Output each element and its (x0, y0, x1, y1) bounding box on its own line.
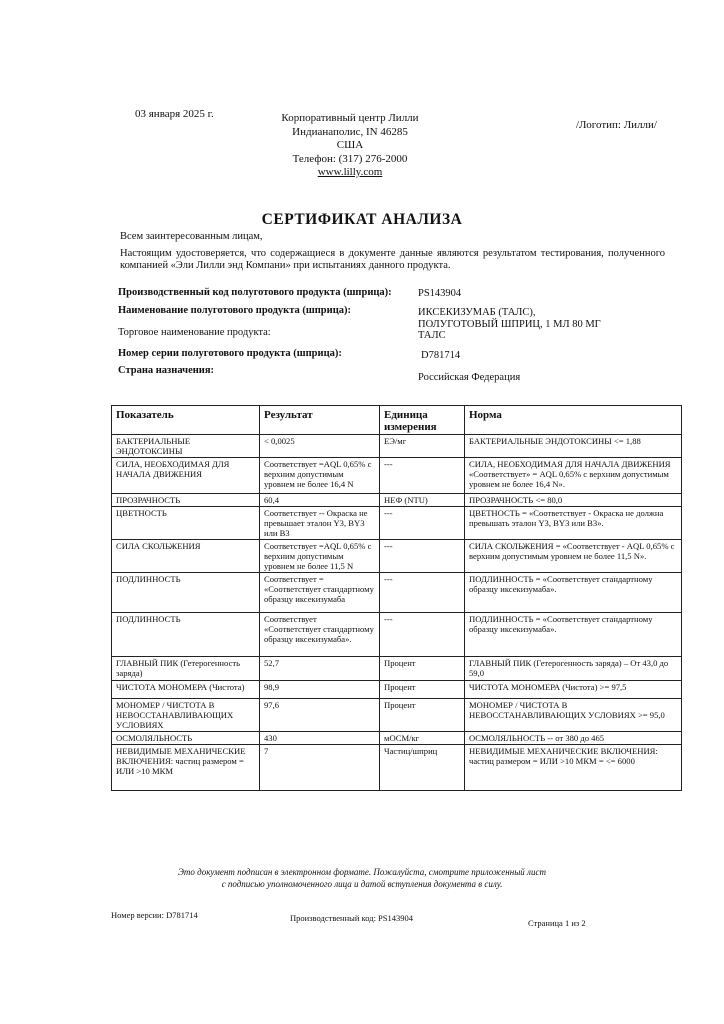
cell-parameter: МОНОМЕР / ЧИСТОТА В НЕВОССТАНАВЛИВАЮЩИХ УСЛОВИЯХ (112, 699, 260, 732)
field-label: Номер серии полуготового продукта (шприца): (118, 348, 342, 359)
address-line: Корпоративный центр Лилли (281, 112, 419, 124)
cell-result: 60,4 (260, 494, 380, 507)
table-row (112, 494, 682, 507)
cell-result: 97,6 (260, 699, 380, 732)
address-line: Телефон: (317) 276-2000 (292, 152, 408, 165)
cell-result: Соответствует = «Соответствует стандартному образцу иксекизумаба (260, 573, 380, 613)
table-row (112, 657, 682, 681)
header-unit: Единица измерения (380, 406, 465, 435)
cell-unit: НЕФ (NTU) (380, 494, 465, 507)
cell-unit: Частиц/шприц (380, 745, 465, 791)
cell-unit: ЕЭ/мг (380, 435, 465, 458)
cell-result: 430 (260, 732, 380, 745)
table-row (112, 613, 682, 657)
table-row (112, 732, 682, 745)
header-norm: Норма (465, 406, 682, 435)
table-row (112, 458, 682, 494)
cell-norm: ПРОЗРАЧНОСТЬ <= 80,0 (465, 494, 682, 507)
field-value: ИКСЕКИЗУМАБ (ТАЛС), ПОЛУГОТОВЫЙ ШПРИЦ, 1 МЛ 80 МГ ТАЛС (418, 307, 601, 341)
cell-parameter: ПРОЗРАЧНОСТЬ (112, 494, 260, 507)
cell-parameter: СИЛА, НЕОБХОДИМАЯ ДЛЯ НАЧАЛА ДВИЖЕНИЯ (112, 458, 260, 494)
note-line: с подписью уполномоченного лица и датой вступления документа в силу. (221, 879, 503, 889)
field-value: D781714 (421, 350, 461, 361)
cell-parameter: НЕВИДИМЫЕ МЕХАНИЧЕСКИЕ ВКЛЮЧЕНИЯ: частиц размером = ИЛИ >10 МКМ (112, 745, 260, 791)
cell-result: Соответствует =AQL 0,65% с верхним допустимым уровнем не более 11,5 N (260, 540, 380, 573)
cell-unit: --- (380, 507, 465, 540)
cell-norm: СИЛА, НЕОБХОДИМАЯ ДЛЯ НАЧАЛА ДВИЖЕНИЯ «Соответствует» = AQL 0,65% с верхним допустимым уровнем не более 16,4 N». (465, 458, 682, 494)
header-parameter: Показатель (112, 406, 260, 435)
header-result: Результат (260, 406, 380, 435)
field-label: Торговое наименование продукта: (118, 327, 271, 338)
field-value: Российская Федерация (418, 372, 521, 383)
table-row (112, 745, 682, 791)
intro-paragraph: Настоящим удостоверяется, что содержащиеся в документе данные являются результатом тестирования, полученного компанией «Эли Лилли энд Компани» при испытаниях данного продукта. (120, 248, 665, 271)
cell-parameter: БАКТЕРИАЛЬНЫЕ ЭНДОТОКСИНЫ (112, 435, 260, 458)
cell-norm: ОСМОЛЯЛЬНОСТЬ -- от 380 до 465 (465, 732, 682, 745)
cell-result: Соответствует «Соответствует стандартному образцу иксекизумаба». (260, 613, 380, 657)
batch-number: Номер версии: D781714 (111, 910, 198, 920)
cell-parameter: ЧИСТОТА МОНОМЕРА (Чистота) (112, 681, 260, 699)
table-header-row (112, 406, 682, 435)
cell-parameter: ЦВЕТНОСТЬ (112, 507, 260, 540)
cell-norm: ПОДЛИННОСТЬ = «Соответствует стандартному образцу иксекизумаба». (465, 613, 682, 657)
website-link[interactable]: www.lilly.com (317, 166, 383, 178)
cell-parameter: СИЛА СКОЛЬЖЕНИЯ (112, 540, 260, 573)
cell-norm: ЧИСТОТА МОНОМЕРА (Чистота) >= 97,5 (465, 681, 682, 699)
field-label: Наименование полуготового продукта (шприца): (118, 305, 351, 316)
cell-unit: Процент (380, 657, 465, 681)
cell-norm: БАКТЕРИАЛЬНЫЕ ЭНДОТОКСИНЫ <= 1,88 (465, 435, 682, 458)
cell-result: Соответствует -- Окраска не превышает эталон Y3, BY3 или B3 (260, 507, 380, 540)
cell-unit: --- (380, 613, 465, 657)
cell-parameter: ПОДЛИННОСТЬ (112, 613, 260, 657)
logo-placeholder: /Логотип: Лилли/ (576, 119, 657, 131)
cell-norm: ГЛАВНЫЙ ПИК (Гетерогенность заряда) – От 43,0 до 59,0 (465, 657, 682, 681)
cell-norm: ПОДЛИННОСТЬ = «Соответствует стандартному образцу иксекизумаба». (465, 573, 682, 613)
cell-norm: МОНОМЕР / ЧИСТОТА В НЕВОССТАНАВЛИВАЮЩИХ УСЛОВИЯХ >= 95,0 (465, 699, 682, 732)
field-label: Производственный код полуготового продукта (шприца): (118, 287, 392, 298)
cell-result: < 0,0025 (260, 435, 380, 458)
production-code: Производственный код: PS143904 (290, 913, 414, 923)
cell-unit: Процент (380, 681, 465, 699)
document-title: СЕРТИФИКАТ АНАЛИЗА (261, 211, 463, 228)
cell-unit: Процент (380, 699, 465, 732)
signature-note (0, 866, 724, 890)
address-line: Индианаполис, IN 46285 (292, 125, 408, 138)
cell-parameter: ГЛАВНЫЙ ПИК (Гетерогенность заряда) (112, 657, 260, 681)
table-body (112, 435, 682, 791)
cell-norm: ЦВЕТНОСТЬ = «Соответствует - Окраска не должна превышать эталон Y3, BY3 или B3». (465, 507, 682, 540)
cell-norm: СИЛА СКОЛЬЖЕНИЯ = «Соответствует - AQL 0,65% с верхним допустимым уровнем не более 11,5 N». (465, 540, 682, 573)
cell-unit: мОСМ/кг (380, 732, 465, 745)
greeting: Всем заинтересованным лицам, (120, 231, 263, 242)
page-number: Страница 1 из 2 (528, 918, 586, 928)
document-date: 03 января 2025 г. (135, 108, 214, 120)
table-row (112, 435, 682, 458)
table-row (112, 540, 682, 573)
cell-result: 7 (260, 745, 380, 791)
address-line: США (336, 139, 364, 151)
cell-norm: НЕВИДИМЫЕ МЕХАНИЧЕСКИЕ ВКЛЮЧЕНИЯ: частиц размером = ИЛИ >10 МКМ = <= 6000 (465, 745, 682, 791)
cell-result: 52,7 (260, 657, 380, 681)
table-row (112, 681, 682, 699)
table-row (112, 507, 682, 540)
cell-result: Соответствует =AQL 0,65% с верхним допустимым уровнем не более 16,4 N (260, 458, 380, 494)
company-address (270, 112, 430, 180)
cell-unit: --- (380, 540, 465, 573)
cell-parameter: ПОДЛИННОСТЬ (112, 573, 260, 613)
table-row (112, 573, 682, 613)
field-value: PS143904 (418, 288, 462, 299)
table-row (112, 699, 682, 732)
cell-unit: --- (380, 573, 465, 613)
cell-parameter: ОСМОЛЯЛЬНОСТЬ (112, 732, 260, 745)
field-label: Страна назначения: (118, 365, 215, 376)
note-line: Это документ подписан в электронном формате. Пожалуйста, смотрите приложенный лист (178, 867, 546, 877)
results-table (111, 405, 682, 791)
cell-unit: --- (380, 458, 465, 494)
cell-result: 98,9 (260, 681, 380, 699)
